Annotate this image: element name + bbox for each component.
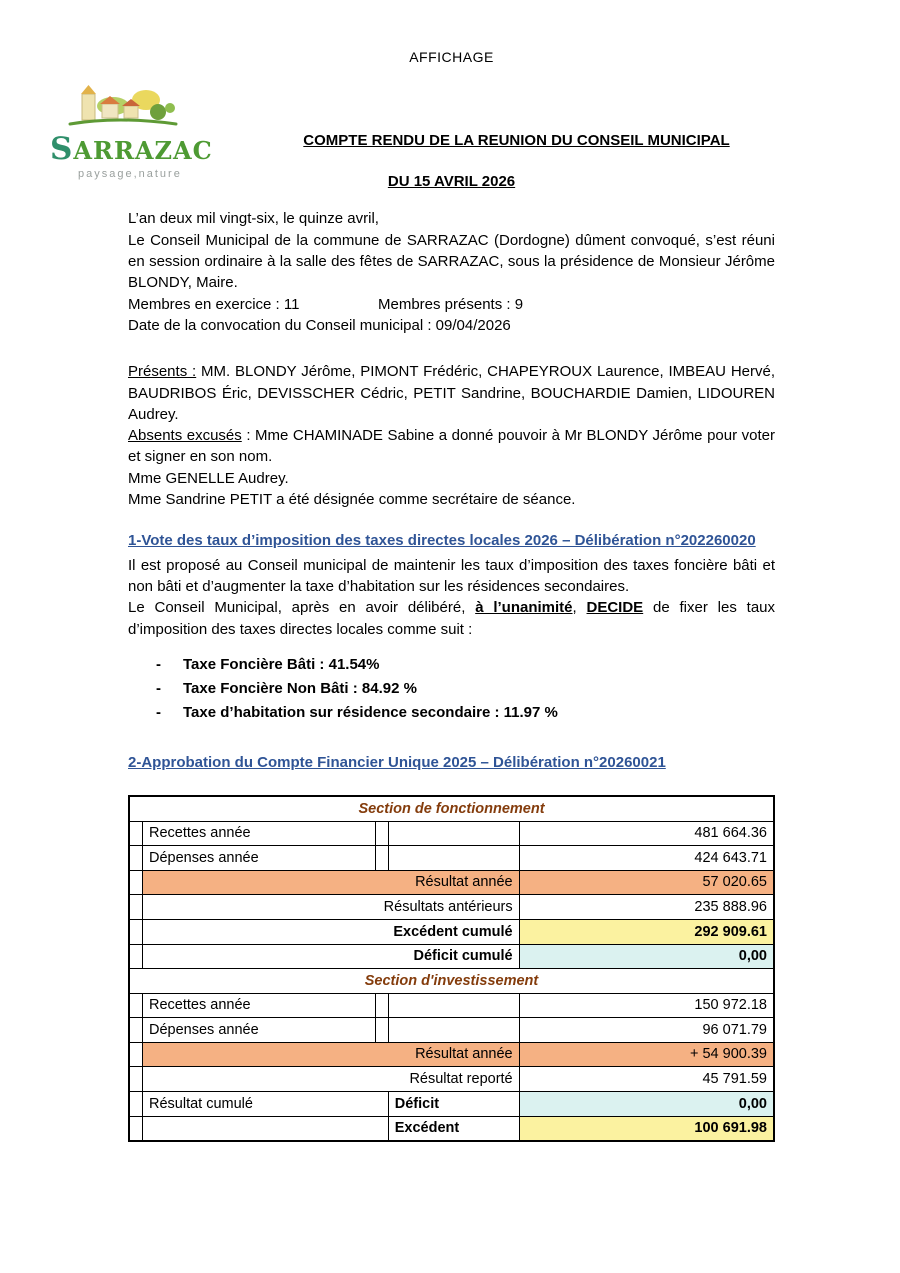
intro-block: [128, 208, 775, 336]
table-section-row: [129, 796, 774, 821]
table-row: [129, 870, 774, 895]
spacer-cell: [129, 1018, 143, 1043]
section1-paragraph2: [128, 597, 775, 640]
value-cell: 235 888.96: [519, 895, 774, 920]
empty-cell: [388, 821, 519, 846]
members-present: Membres présents : 9: [378, 295, 524, 313]
value-cell: 45 791.59: [519, 1067, 774, 1092]
presents-label: Présents :: [128, 363, 197, 381]
sub-label-cell: Excédent: [388, 1116, 519, 1141]
bullet-dash: -: [156, 679, 161, 697]
table-row: [129, 920, 774, 945]
s1p2-sep: ,: [572, 599, 587, 617]
members-line: [128, 294, 775, 315]
section1-paragraph1: Il est proposé au Conseil municipal de maintenir les taux d’imposition des taxes foncière bâti et non bâti et d’augmenter la taxe d’habitation sur les résidences secondaires.: [128, 556, 775, 595]
members-in-office: Membres en exercice : 11: [128, 295, 300, 313]
tax-rate-habitation: Taxe d’habitation sur résidence secondaire : 11.97 %: [183, 703, 558, 721]
sub-label-cell: Déficit: [388, 1092, 519, 1117]
spacer-cell: [129, 870, 143, 895]
label-cell: Résultat année: [143, 1042, 520, 1067]
label-cell: Déficit cumulé: [143, 944, 520, 969]
absents-text: : Mme CHAMINADE Sabine a donné pouvoir à Mr BLONDY Jérôme pour voter et signer en son nom.: [128, 427, 775, 466]
logo-rest: ARRAZAC: [73, 136, 213, 166]
label-cell: Dépenses année: [143, 1018, 376, 1043]
value-cell: 424 643.71: [519, 846, 774, 871]
table-row: [129, 1042, 774, 1067]
spacer-cell: [129, 993, 143, 1018]
spacer-cell: [129, 846, 143, 871]
presents-paragraph: [128, 361, 775, 425]
label-cell: Dépenses année: [143, 846, 376, 871]
spacer-cell: [129, 920, 143, 945]
spacer-cell: [375, 993, 388, 1018]
value-cell: + 54 900.39: [519, 1042, 774, 1067]
label-cell: Résultat cumulé: [143, 1092, 389, 1117]
genelle-line: Mme GENELLE Audrey.: [128, 469, 289, 487]
label-cell: Résultat année: [143, 870, 520, 895]
absents-label: Absents excusés: [128, 427, 242, 445]
list-item: [156, 677, 775, 701]
intro-paragraph: Le Conseil Municipal de la commune de SARRAZAC (Dordogne) dûment convoqué, s’est réuni en session ordinaire à la salle des fêtes de SARRAZAC, sous la présidence de Monsieur Jérôme BLONDY, Maire.: [128, 231, 775, 292]
value-cell: 96 071.79: [519, 1018, 774, 1043]
page-header: AFFICHAGE: [409, 49, 494, 65]
table-row: [129, 944, 774, 969]
table-row: [129, 1116, 774, 1141]
tax-rates-list: [128, 653, 775, 725]
absents-paragraph: [128, 425, 775, 468]
value-cell: 0,00: [519, 1092, 774, 1117]
table-row: [129, 821, 774, 846]
s1p2-unanimite: à l’unanimité: [475, 599, 573, 617]
section2-heading: 2-Approbation du Compte Financier Unique 2025 – Délibération n°20260021: [128, 753, 666, 771]
village-illustration-icon: [58, 80, 188, 132]
table-row: [129, 1067, 774, 1092]
table-row: [129, 1018, 774, 1043]
spacer-cell: [129, 944, 143, 969]
spacer-cell: [129, 1092, 143, 1117]
logo-wordmark: [50, 131, 213, 168]
label-cell: Recettes année: [143, 993, 376, 1018]
value-cell: 481 664.36: [519, 821, 774, 846]
value-cell: 100 691.98: [519, 1116, 774, 1141]
spacer-cell: [375, 1018, 388, 1043]
spacer-cell: [129, 1116, 143, 1141]
table-section-row: [129, 969, 774, 994]
s1p2-part2: de fixer les taux d’imposition des taxes directes locales comme suit :: [128, 599, 776, 638]
spacer-cell: [129, 1067, 143, 1092]
value-cell: 0,00: [519, 944, 774, 969]
spacer-cell: [129, 895, 143, 920]
intro-line-date: L’an deux mil vingt-six, le quinze avril,: [128, 210, 379, 228]
bullet-dash: -: [156, 703, 161, 721]
label-cell: Résultat reporté: [143, 1067, 520, 1092]
presents-names: MM. BLONDY Jérôme, PIMONT Frédéric, CHAPEYROUX Laurence, IMBEAU Hervé, BAUDRIBOS Éric, DEVISSCHER Cédric, PETIT Sandrine, BOUCHARDIE Damien, LIDOUREN Audrey.: [128, 363, 775, 423]
empty-cell: [388, 1018, 519, 1043]
bullet-dash: -: [156, 655, 161, 673]
table-row: [129, 846, 774, 871]
empty-cell: [388, 993, 519, 1018]
financial-table: [128, 795, 775, 1142]
logo-tagline: paysage,nature: [78, 168, 182, 181]
label-cell: Excédent cumulé: [143, 920, 520, 945]
section-fonctionnement-title: Section de fonctionnement: [129, 796, 774, 821]
spacer-cell: [129, 1042, 143, 1067]
empty-cell: [143, 1116, 389, 1141]
label-cell: Résultats antérieurs: [143, 895, 520, 920]
value-cell: 292 909.61: [519, 920, 774, 945]
spacer-cell: [375, 821, 388, 846]
document-title-line1: COMPTE RENDU DE LA REUNION DU CONSEIL MUNICIPAL: [303, 131, 730, 149]
list-item: [156, 701, 775, 725]
attendance-block: [128, 361, 775, 510]
document-title-line2: DU 15 AVRIL 2026: [387, 173, 516, 191]
section-investissement-title: Section d'investissement: [129, 969, 774, 994]
spacer-cell: [375, 846, 388, 871]
s1p2-decide: DECIDE: [586, 599, 644, 617]
value-cell: 150 972.18: [519, 993, 774, 1018]
table-row: [129, 895, 774, 920]
convocation-date: Date de la convocation du Conseil municipal : 09/04/2026: [128, 316, 511, 334]
logo-initial: S: [50, 131, 74, 168]
empty-cell: [388, 846, 519, 871]
table-row: [129, 1092, 774, 1117]
spacer-cell: [129, 821, 143, 846]
list-item: [156, 653, 775, 677]
tax-rate-bati: Taxe Foncière Bâti : 41.54%: [183, 655, 380, 673]
sarrazac-logo: [50, 80, 213, 183]
section1-heading: 1-Vote des taux d’imposition des taxes directes locales 2026 – Délibération n°202260020: [128, 532, 756, 550]
value-cell: 57 020.65: [519, 870, 774, 895]
tax-rate-non-bati: Taxe Foncière Non Bâti : 84.92 %: [183, 679, 417, 697]
s1p2-part1: Le Conseil Municipal, après en avoir délibéré,: [128, 599, 476, 617]
table-row: [129, 993, 774, 1018]
secretary-line: Mme Sandrine PETIT a été désignée comme secrétaire de séance.: [128, 491, 576, 509]
label-cell: Recettes année: [143, 821, 376, 846]
